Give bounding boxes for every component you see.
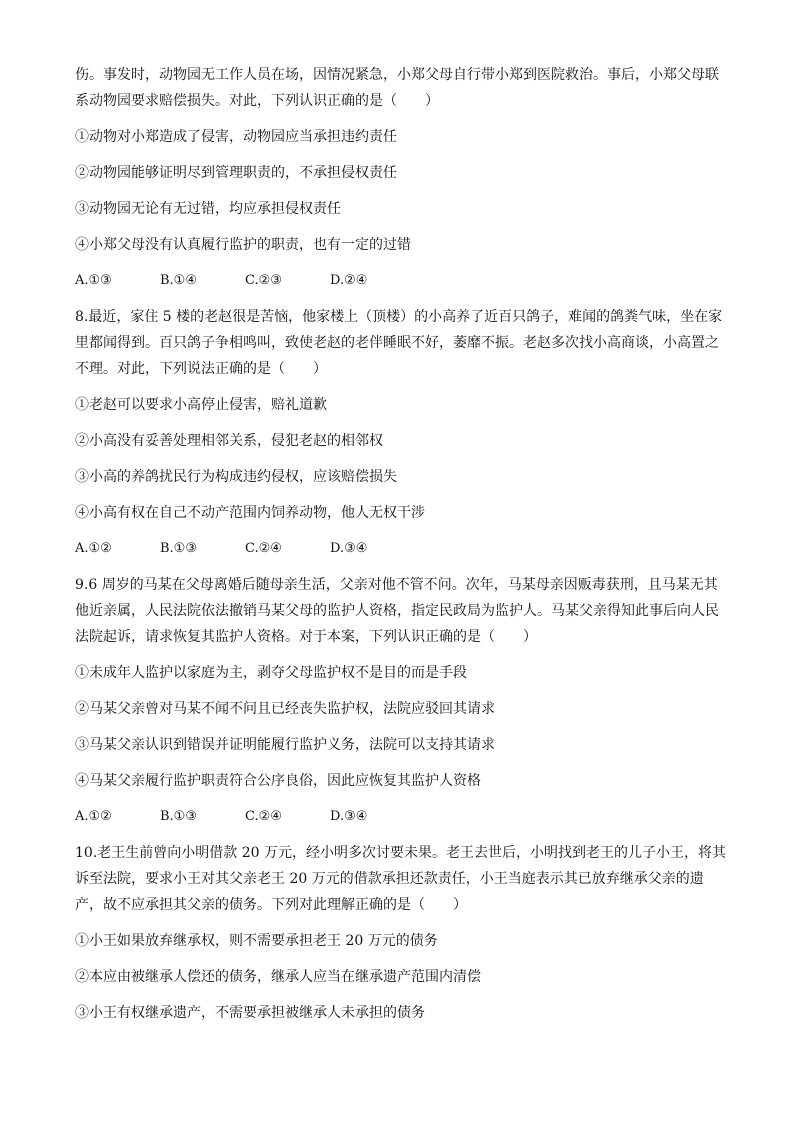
stem-line: 不理。对此，下列说法正确的是（ ） [75, 361, 327, 377]
choice-a: A.①② [75, 541, 112, 556]
choice-c: C.②④ [245, 541, 282, 556]
choice-d: D.③④ [330, 541, 368, 556]
choice-d: D.③④ [330, 809, 368, 824]
question-8-choices [75, 536, 702, 562]
stem-line: 8.最近，家住 5 楼的老赵很是苦恼，他家楼上（顶楼）的小高养了近百只鸽子，难闻的鸽粪气味，坐在家 [75, 309, 723, 325]
stem-line: 系动物园要求赔偿损失。对此，下列认识正确的是（ ） [75, 93, 439, 109]
stem-line: 产，故不应承担其父亲的债务。下列对此理解正确的是（ ） [75, 897, 467, 913]
question-8-option: ②小高没有妥善处理相邻关系，侵犯老赵的相邻权 [75, 433, 383, 449]
choice-a: A.①③ [75, 273, 112, 288]
choice-c: C.②③ [245, 273, 282, 288]
choice-b: B.①③ [160, 541, 197, 556]
question-10-option: ③小王有权继承遗产，不需要承担被继承人未承担的债务 [75, 1005, 425, 1021]
choice-b: B.①④ [160, 273, 197, 288]
stem-line: 里都闻得到。百只鸽子争相鸣叫，致使老赵的老伴睡眠不好，萎靡不振。老赵多次找小高商谈，小高置之 [75, 335, 719, 351]
stem-line: 9.6 周岁的马某在父母离婚后随母亲生活，父亲对他不管不问。次年，马某母亲因贩毒获刑，且马某无其 [75, 577, 718, 593]
stem-line: 10.老王生前曾向小明借款 20 万元，经小明多次讨要未果。老王去世后，小明找到老王的儿子小王，将其 [75, 845, 726, 861]
question-7-option: ④小郑父母没有认真履行监护的职责，也有一定的过错 [75, 237, 411, 253]
question-9-option: ④马某父亲履行监护职责符合公序良俗，因此应恢复其监护人资格 [75, 773, 481, 789]
question-8-option: ①老赵可以要求小高停止侵害，赔礼道歉 [75, 397, 327, 413]
stem-line: 伤。事发时，动物园无工作人员在场，因情况紧急，小郑父母自行带小郑到医院救治。事后，小郑父母联 [75, 67, 719, 83]
question-9-option: ③马某父亲认识到错误并证明能履行监护义务，法院可以支持其请求 [75, 737, 495, 753]
question-7-option: ③动物园无论有无过错，均应承担侵权责任 [75, 201, 341, 217]
choice-b: B.①③ [160, 809, 197, 824]
question-7-choices [75, 268, 702, 294]
question-8-option: ③小高的养鸽扰民行为构成违约侵权，应该赔偿损失 [75, 469, 397, 485]
question-7-option: ①动物对小郑造成了侵害，动物园应当承担违约责任 [75, 129, 397, 145]
question-7-option: ②动物园能够证明尽到管理职责的，不承担侵权责任 [75, 165, 397, 181]
stem-line: 诉至法院，要求小王对其父亲老王 20 万元的借款承担还款责任，小王当庭表示其已放弃继承父亲的遗 [75, 871, 704, 887]
question-7-stem [75, 62, 719, 114]
question-8-stem [75, 304, 723, 382]
question-10-option: ②本应由被继承人偿还的债务，继承人应当在继承遗产范围内清偿 [75, 969, 481, 985]
question-10-stem [75, 840, 726, 918]
choice-d: D.②④ [330, 273, 368, 288]
question-9-stem [75, 572, 719, 650]
question-9-option: ②马某父亲曾对马某不闻不问且已经丧失监护权，法院应驳回其请求 [75, 701, 495, 717]
question-10-option: ①小王如果放弃继承权，则不需要承担老王 20 万元的债务 [75, 933, 438, 949]
question-9-option: ①未成年人监护以家庭为主，剥夺父母监护权不是目的而是手段 [75, 665, 467, 681]
question-9-choices [75, 804, 702, 830]
stem-line: 他近亲属，人民法院依法撤销马某父母的监护人资格，指定民政局为监护人。马某父亲得知此事后向人民 [75, 603, 719, 619]
choice-a: A.①② [75, 809, 112, 824]
choice-c: C.②④ [245, 809, 282, 824]
question-8-option: ④小高有权在自己不动产范围内饲养动物，他人无权干涉 [75, 505, 425, 521]
stem-line: 法院起诉，请求恢复其监护人资格。对于本案，下列认识正确的是（ ） [75, 629, 537, 645]
